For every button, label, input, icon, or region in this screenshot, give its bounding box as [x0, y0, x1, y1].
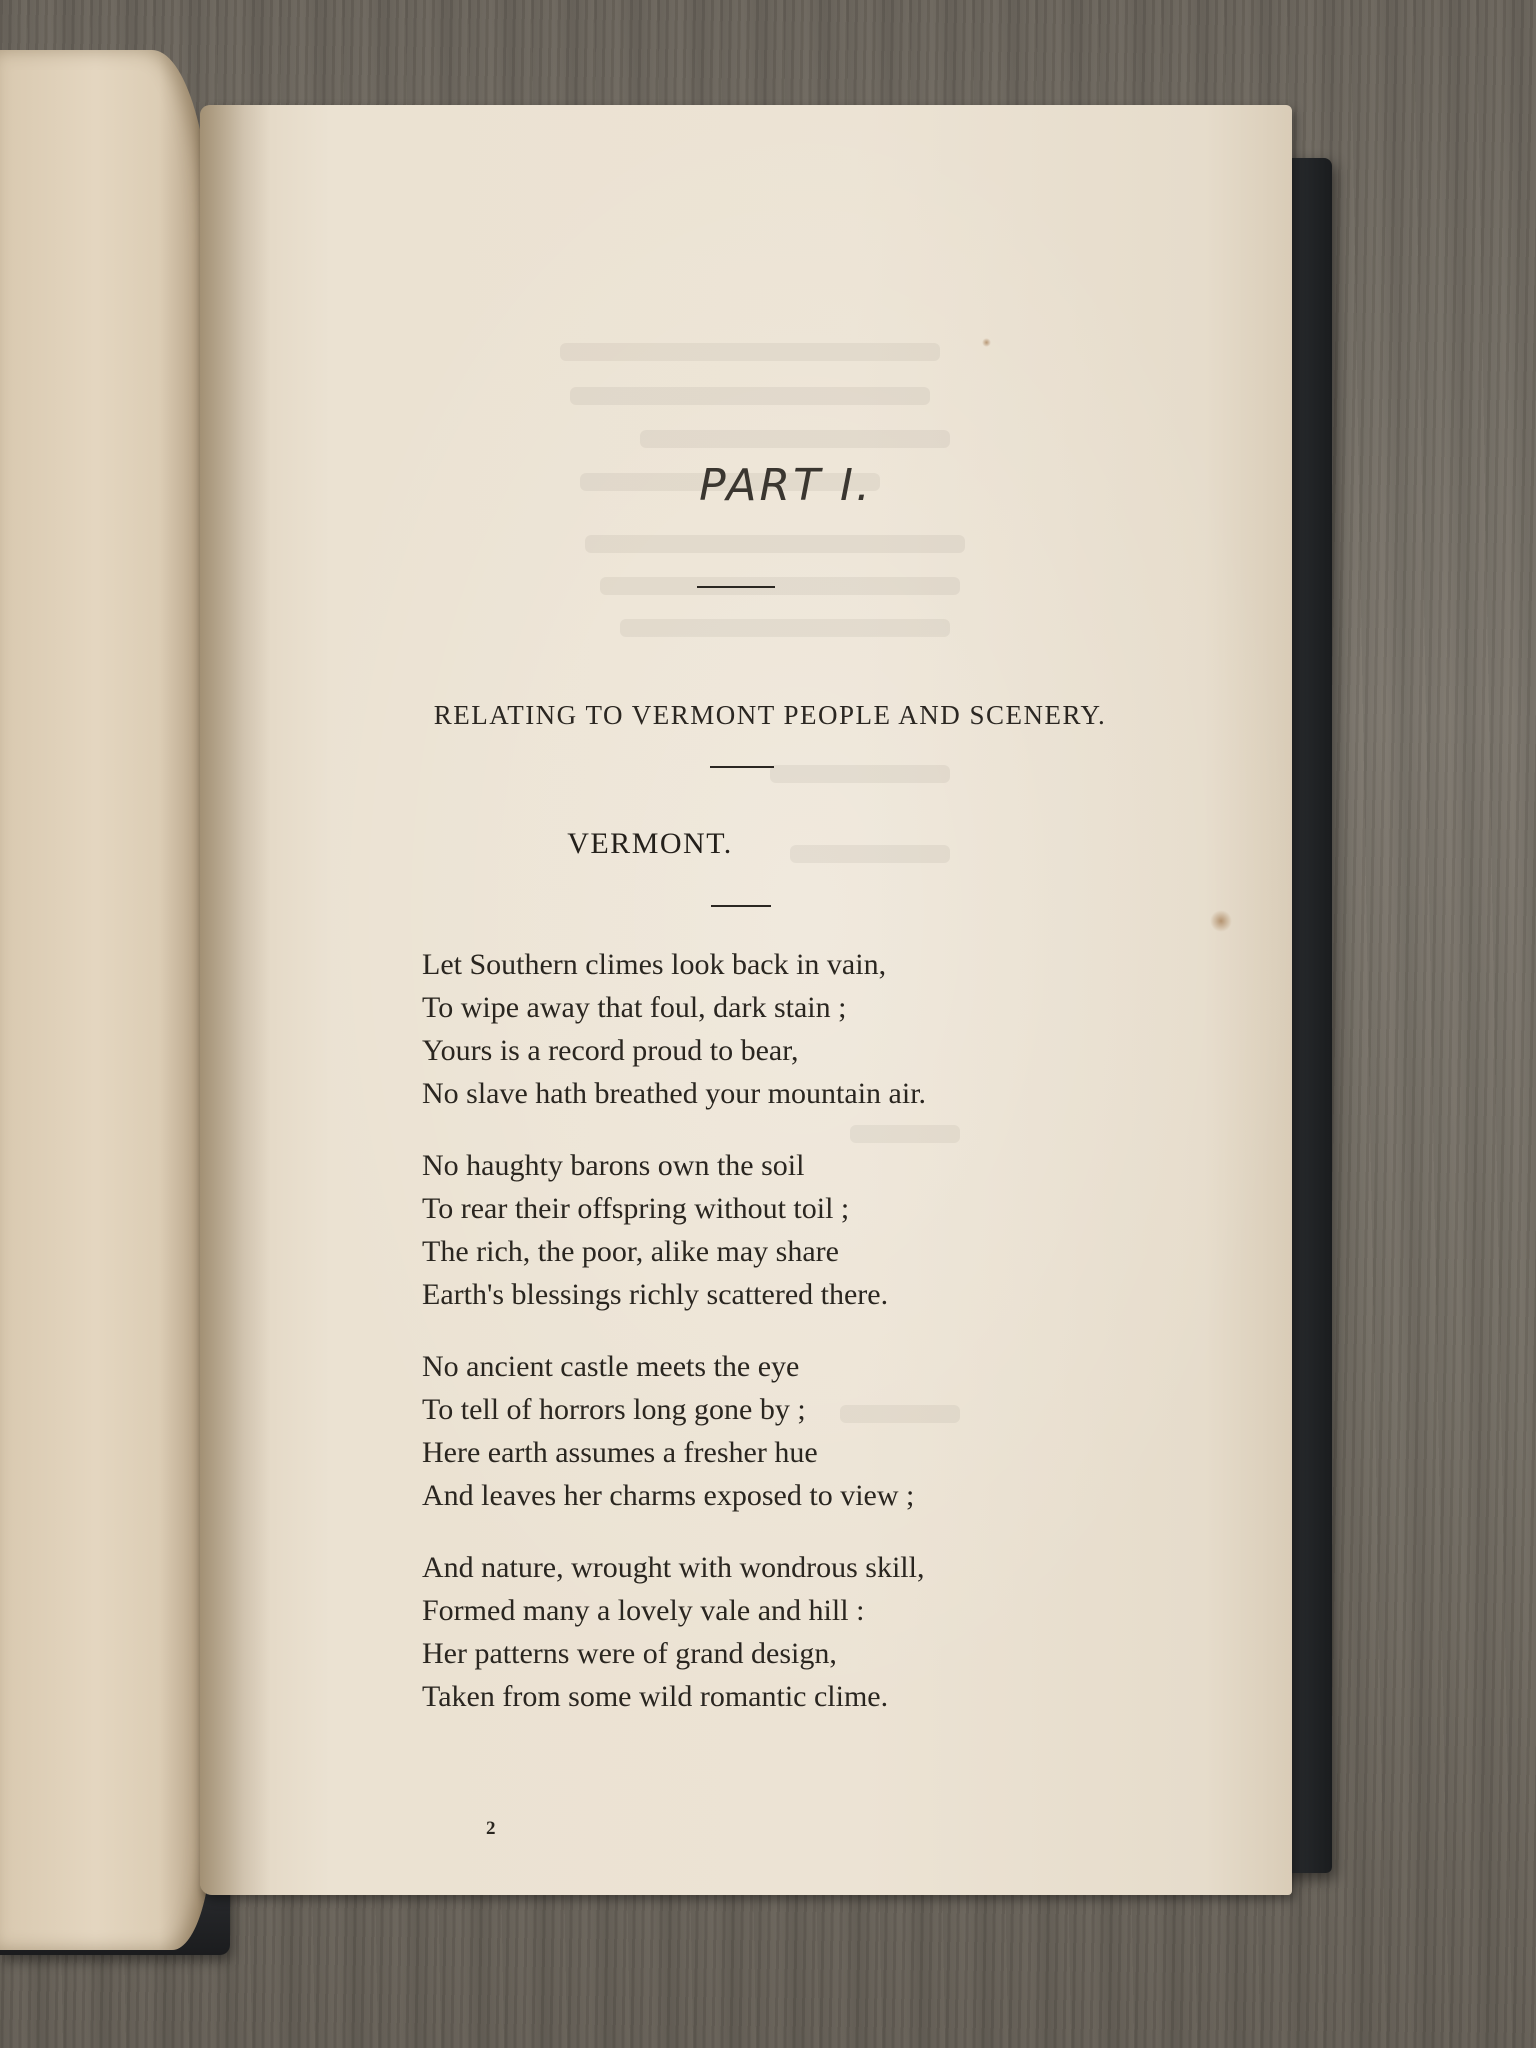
poem-title: VERMONT.	[567, 827, 733, 860]
page-text	[200, 105, 1292, 1895]
poem-line: To wipe away that foul, dark stain ;	[422, 991, 847, 1024]
poem-line: And leaves her charms exposed to view ;	[422, 1479, 915, 1512]
poem-line: The rich, the poor, alike may share	[422, 1235, 839, 1268]
poem-line: Earth's blessings richly scattered there.	[422, 1278, 889, 1311]
poem-line: Taken from some wild romantic clime.	[422, 1680, 889, 1713]
poem-line: Formed many a lovely vale and hill :	[422, 1594, 865, 1627]
divider-rule	[697, 586, 775, 588]
poem-line: No haughty barons own the soil	[422, 1149, 805, 1182]
poem-line: Yours is a record proud to bear,	[422, 1034, 799, 1067]
poem-line: And nature, wrought with wondrous skill,	[422, 1551, 925, 1584]
left-page	[0, 50, 212, 1950]
poem-line: To rear their offspring without toil ;	[422, 1192, 850, 1225]
poem-line: Let Southern climes look back in vain,	[422, 948, 887, 981]
poem-line: Here earth assumes a fresher hue	[422, 1436, 818, 1469]
poem-line: To tell of horrors long gone by ;	[422, 1393, 806, 1426]
part-title: PART I.	[699, 460, 873, 511]
poem-body	[422, 943, 1142, 1747]
poem-line: No ancient castle meets the eye	[422, 1350, 800, 1383]
divider-rule	[710, 766, 774, 768]
divider-rule	[711, 905, 771, 907]
stanza	[422, 1546, 1142, 1718]
page-number: 2	[486, 1818, 496, 1839]
stanza	[422, 1345, 1142, 1517]
stanza	[422, 1144, 1142, 1316]
section-subtitle: RELATING TO VERMONT PEOPLE AND SCENERY.	[433, 700, 1107, 730]
right-page	[200, 105, 1292, 1895]
poem-line: Her patterns were of grand design,	[422, 1637, 837, 1670]
poem-line: No slave hath breathed your mountain air.	[422, 1077, 927, 1110]
stanza	[422, 943, 1142, 1115]
